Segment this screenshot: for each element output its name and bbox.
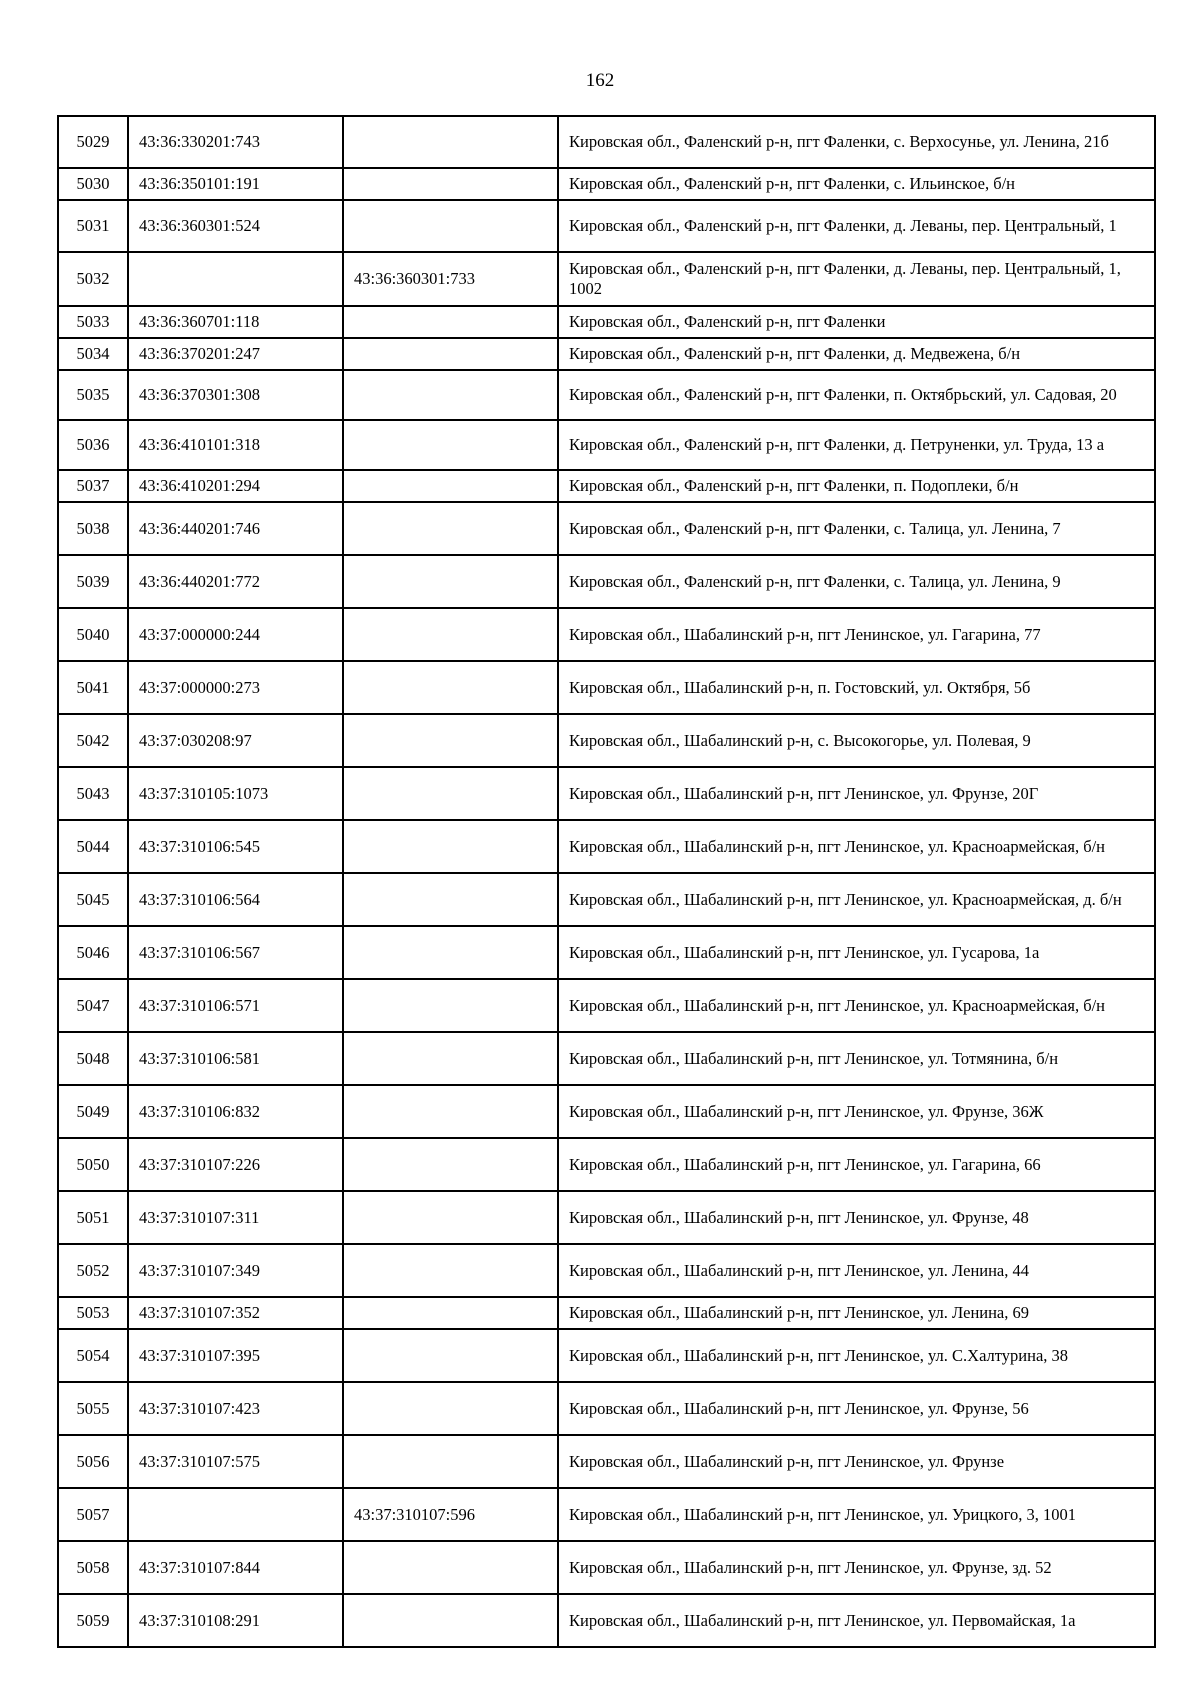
cadastral-number: 43:37:310107:423	[128, 1382, 343, 1435]
table-row	[58, 1594, 1155, 1647]
cadastral-building-number: 43:37:310107:596	[343, 1488, 558, 1541]
address: Кировская обл., Шабалинский р-н, пгт Ленинское, ул. С.Халтурина, 38	[558, 1329, 1155, 1382]
cadastral-number: 43:37:310105:1073	[128, 767, 343, 820]
address: Кировская обл., Шабалинский р-н, пгт Ленинское, ул. Тотмянина, б/н	[558, 1032, 1155, 1085]
cadastral-number: 43:36:370301:308	[128, 370, 343, 420]
row-number: 5047	[58, 979, 128, 1032]
cadastral-number: 43:37:310107:311	[128, 1191, 343, 1244]
row-number: 5046	[58, 926, 128, 979]
cadastral-number: 43:37:310106:832	[128, 1085, 343, 1138]
row-number: 5031	[58, 200, 128, 252]
cadastral-building-number	[343, 200, 558, 252]
address: Кировская обл., Шабалинский р-н, с. Высокогорье, ул. Полевая, 9	[558, 714, 1155, 767]
cadastral-building-number	[343, 1297, 558, 1329]
cadastral-building-number	[343, 470, 558, 502]
cadastral-building-number	[343, 338, 558, 370]
cadastral-building-number	[343, 926, 558, 979]
cadastral-number: 43:37:310107:575	[128, 1435, 343, 1488]
table-row	[58, 1329, 1155, 1382]
table-row	[58, 168, 1155, 200]
address: Кировская обл., Шабалинский р-н, пгт Ленинское, ул. Фрунзе, 56	[558, 1382, 1155, 1435]
cadastral-number: 43:36:410101:318	[128, 420, 343, 470]
row-number: 5038	[58, 502, 128, 555]
row-number: 5053	[58, 1297, 128, 1329]
cadastral-number: 43:37:030208:97	[128, 714, 343, 767]
cadastral-building-number	[343, 1138, 558, 1191]
cadastral-building-number	[343, 1032, 558, 1085]
cadastral-building-number	[343, 608, 558, 661]
cadastral-building-number	[343, 979, 558, 1032]
row-number: 5041	[58, 661, 128, 714]
table-row	[58, 926, 1155, 979]
registry-table-body	[58, 116, 1155, 1647]
cadastral-number: 43:37:310106:571	[128, 979, 343, 1032]
cadastral-building-number	[343, 1435, 558, 1488]
table-row	[58, 820, 1155, 873]
cadastral-building-number	[343, 370, 558, 420]
row-number: 5049	[58, 1085, 128, 1138]
address: Кировская обл., Фаленский р-н, пгт Фаленки, п. Октябрьский, ул. Садовая, 20	[558, 370, 1155, 420]
cadastral-building-number	[343, 116, 558, 168]
row-number: 5042	[58, 714, 128, 767]
row-number: 5045	[58, 873, 128, 926]
table-row	[58, 661, 1155, 714]
cadastral-number: 43:37:310107:349	[128, 1244, 343, 1297]
row-number: 5058	[58, 1541, 128, 1594]
address: Кировская обл., Фаленский р-н, пгт Фаленки, д. Леваны, пер. Центральный, 1	[558, 200, 1155, 252]
table-row	[58, 338, 1155, 370]
address: Кировская обл., Фаленский р-н, пгт Фаленки, д. Петруненки, ул. Труда, 13 а	[558, 420, 1155, 470]
cadastral-number: 43:36:440201:746	[128, 502, 343, 555]
cadastral-building-number	[343, 820, 558, 873]
cadastral-number: 43:37:310106:567	[128, 926, 343, 979]
table-row	[58, 1435, 1155, 1488]
table-row	[58, 116, 1155, 168]
cadastral-building-number	[343, 1244, 558, 1297]
address: Кировская обл., Фаленский р-н, пгт Фаленки, п. Подоплеки, б/н	[558, 470, 1155, 502]
row-number: 5033	[58, 306, 128, 338]
row-number: 5036	[58, 420, 128, 470]
cadastral-building-number	[343, 1541, 558, 1594]
address: Кировская обл., Фаленский р-н, пгт Фаленки, с. Талица, ул. Ленина, 7	[558, 502, 1155, 555]
row-number: 5040	[58, 608, 128, 661]
table-row	[58, 1541, 1155, 1594]
address: Кировская обл., Фаленский р-н, пгт Фаленки	[558, 306, 1155, 338]
address: Кировская обл., Шабалинский р-н, пгт Ленинское, ул. Фрунзе, 36Ж	[558, 1085, 1155, 1138]
table-row	[58, 1032, 1155, 1085]
table-row	[58, 370, 1155, 420]
address: Кировская обл., Шабалинский р-н, пгт Ленинское, ул. Урицкого, 3, 1001	[558, 1488, 1155, 1541]
row-number: 5039	[58, 555, 128, 608]
address: Кировская обл., Шабалинский р-н, пгт Ленинское, ул. Красноармейская, д. б/н	[558, 873, 1155, 926]
cadastral-building-number	[343, 1191, 558, 1244]
cadastral-building-number	[343, 873, 558, 926]
cadastral-number: 43:37:310107:226	[128, 1138, 343, 1191]
table-row	[58, 873, 1155, 926]
table-row	[58, 767, 1155, 820]
table-row	[58, 306, 1155, 338]
cadastral-number	[128, 252, 343, 306]
table-row	[58, 555, 1155, 608]
cadastral-number: 43:36:330201:743	[128, 116, 343, 168]
cadastral-number: 43:37:310106:564	[128, 873, 343, 926]
row-number: 5048	[58, 1032, 128, 1085]
row-number: 5035	[58, 370, 128, 420]
cadastral-building-number	[343, 306, 558, 338]
registry-table	[57, 115, 1156, 1648]
cadastral-number: 43:37:310107:395	[128, 1329, 343, 1382]
address: Кировская обл., Шабалинский р-н, пгт Ленинское, ул. Красноармейская, б/н	[558, 820, 1155, 873]
row-number: 5056	[58, 1435, 128, 1488]
address: Кировская обл., Шабалинский р-н, пгт Ленинское, ул. Гагарина, 77	[558, 608, 1155, 661]
table-row	[58, 979, 1155, 1032]
row-number: 5043	[58, 767, 128, 820]
cadastral-building-number	[343, 661, 558, 714]
cadastral-building-number: 43:36:360301:733	[343, 252, 558, 306]
cadastral-number: 43:36:360701:118	[128, 306, 343, 338]
cadastral-number: 43:36:360301:524	[128, 200, 343, 252]
cadastral-building-number	[343, 767, 558, 820]
table-row	[58, 502, 1155, 555]
table-row	[58, 1297, 1155, 1329]
cadastral-number: 43:37:310107:352	[128, 1297, 343, 1329]
cadastral-number: 43:36:350101:191	[128, 168, 343, 200]
row-number: 5057	[58, 1488, 128, 1541]
cadastral-building-number	[343, 1085, 558, 1138]
table-row	[58, 1244, 1155, 1297]
address: Кировская обл., Фаленский р-н, пгт Фаленки, с. Ильинское, б/н	[558, 168, 1155, 200]
table-row	[58, 714, 1155, 767]
table-row	[58, 1085, 1155, 1138]
address: Кировская обл., Шабалинский р-н, пгт Ленинское, ул. Фрунзе	[558, 1435, 1155, 1488]
row-number: 5032	[58, 252, 128, 306]
page-number: 162	[585, 70, 615, 91]
address: Кировская обл., Шабалинский р-н, пгт Ленинское, ул. Гусарова, 1а	[558, 926, 1155, 979]
cadastral-number: 43:36:440201:772	[128, 555, 343, 608]
row-number: 5029	[58, 116, 128, 168]
table-row	[58, 1138, 1155, 1191]
address: Кировская обл., Шабалинский р-н, пгт Ленинское, ул. Фрунзе, 48	[558, 1191, 1155, 1244]
cadastral-building-number	[343, 1329, 558, 1382]
address: Кировская обл., Шабалинский р-н, пгт Ленинское, ул. Фрунзе, зд. 52	[558, 1541, 1155, 1594]
table-row	[58, 252, 1155, 306]
row-number: 5051	[58, 1191, 128, 1244]
address: Кировская обл., Шабалинский р-н, пгт Ленинское, ул. Ленина, 44	[558, 1244, 1155, 1297]
cadastral-number: 43:37:310108:291	[128, 1594, 343, 1647]
address: Кировская обл., Фаленский р-н, пгт Фаленки, д. Леваны, пер. Центральный, 1, 1002	[558, 252, 1155, 306]
cadastral-building-number	[343, 714, 558, 767]
cadastral-number: 43:37:000000:244	[128, 608, 343, 661]
row-number: 5034	[58, 338, 128, 370]
row-number: 5059	[58, 1594, 128, 1647]
address: Кировская обл., Фаленский р-н, пгт Фаленки, д. Медвежена, б/н	[558, 338, 1155, 370]
address: Кировская обл., Шабалинский р-н, пгт Ленинское, ул. Первомайская, 1а	[558, 1594, 1155, 1647]
table-row	[58, 1488, 1155, 1541]
row-number: 5030	[58, 168, 128, 200]
row-number: 5044	[58, 820, 128, 873]
table-row	[58, 470, 1155, 502]
table-row	[58, 608, 1155, 661]
address: Кировская обл., Шабалинский р-н, п. Гостовский, ул. Октября, 5б	[558, 661, 1155, 714]
address: Кировская обл., Шабалинский р-н, пгт Ленинское, ул. Красноармейская, б/н	[558, 979, 1155, 1032]
cadastral-building-number	[343, 1594, 558, 1647]
table-row	[58, 200, 1155, 252]
cadastral-number: 43:36:410201:294	[128, 470, 343, 502]
row-number: 5055	[58, 1382, 128, 1435]
cadastral-number: 43:37:000000:273	[128, 661, 343, 714]
row-number: 5037	[58, 470, 128, 502]
cadastral-number	[128, 1488, 343, 1541]
cadastral-building-number	[343, 1382, 558, 1435]
cadastral-number: 43:36:370201:247	[128, 338, 343, 370]
address: Кировская обл., Шабалинский р-н, пгт Ленинское, ул. Гагарина, 66	[558, 1138, 1155, 1191]
row-number: 5050	[58, 1138, 128, 1191]
address: Кировская обл., Фаленский р-н, пгт Фаленки, с. Верхосунье, ул. Ленина, 21б	[558, 116, 1155, 168]
row-number: 5054	[58, 1329, 128, 1382]
cadastral-building-number	[343, 168, 558, 200]
table-row	[58, 1382, 1155, 1435]
cadastral-building-number	[343, 502, 558, 555]
address: Кировская обл., Шабалинский р-н, пгт Ленинское, ул. Ленина, 69	[558, 1297, 1155, 1329]
address: Кировская обл., Фаленский р-н, пгт Фаленки, с. Талица, ул. Ленина, 9	[558, 555, 1155, 608]
cadastral-number: 43:37:310106:545	[128, 820, 343, 873]
table-row	[58, 420, 1155, 470]
cadastral-number: 43:37:310107:844	[128, 1541, 343, 1594]
table-row	[58, 1191, 1155, 1244]
row-number: 5052	[58, 1244, 128, 1297]
cadastral-building-number	[343, 420, 558, 470]
cadastral-number: 43:37:310106:581	[128, 1032, 343, 1085]
cadastral-building-number	[343, 555, 558, 608]
address: Кировская обл., Шабалинский р-н, пгт Ленинское, ул. Фрунзе, 20Г	[558, 767, 1155, 820]
